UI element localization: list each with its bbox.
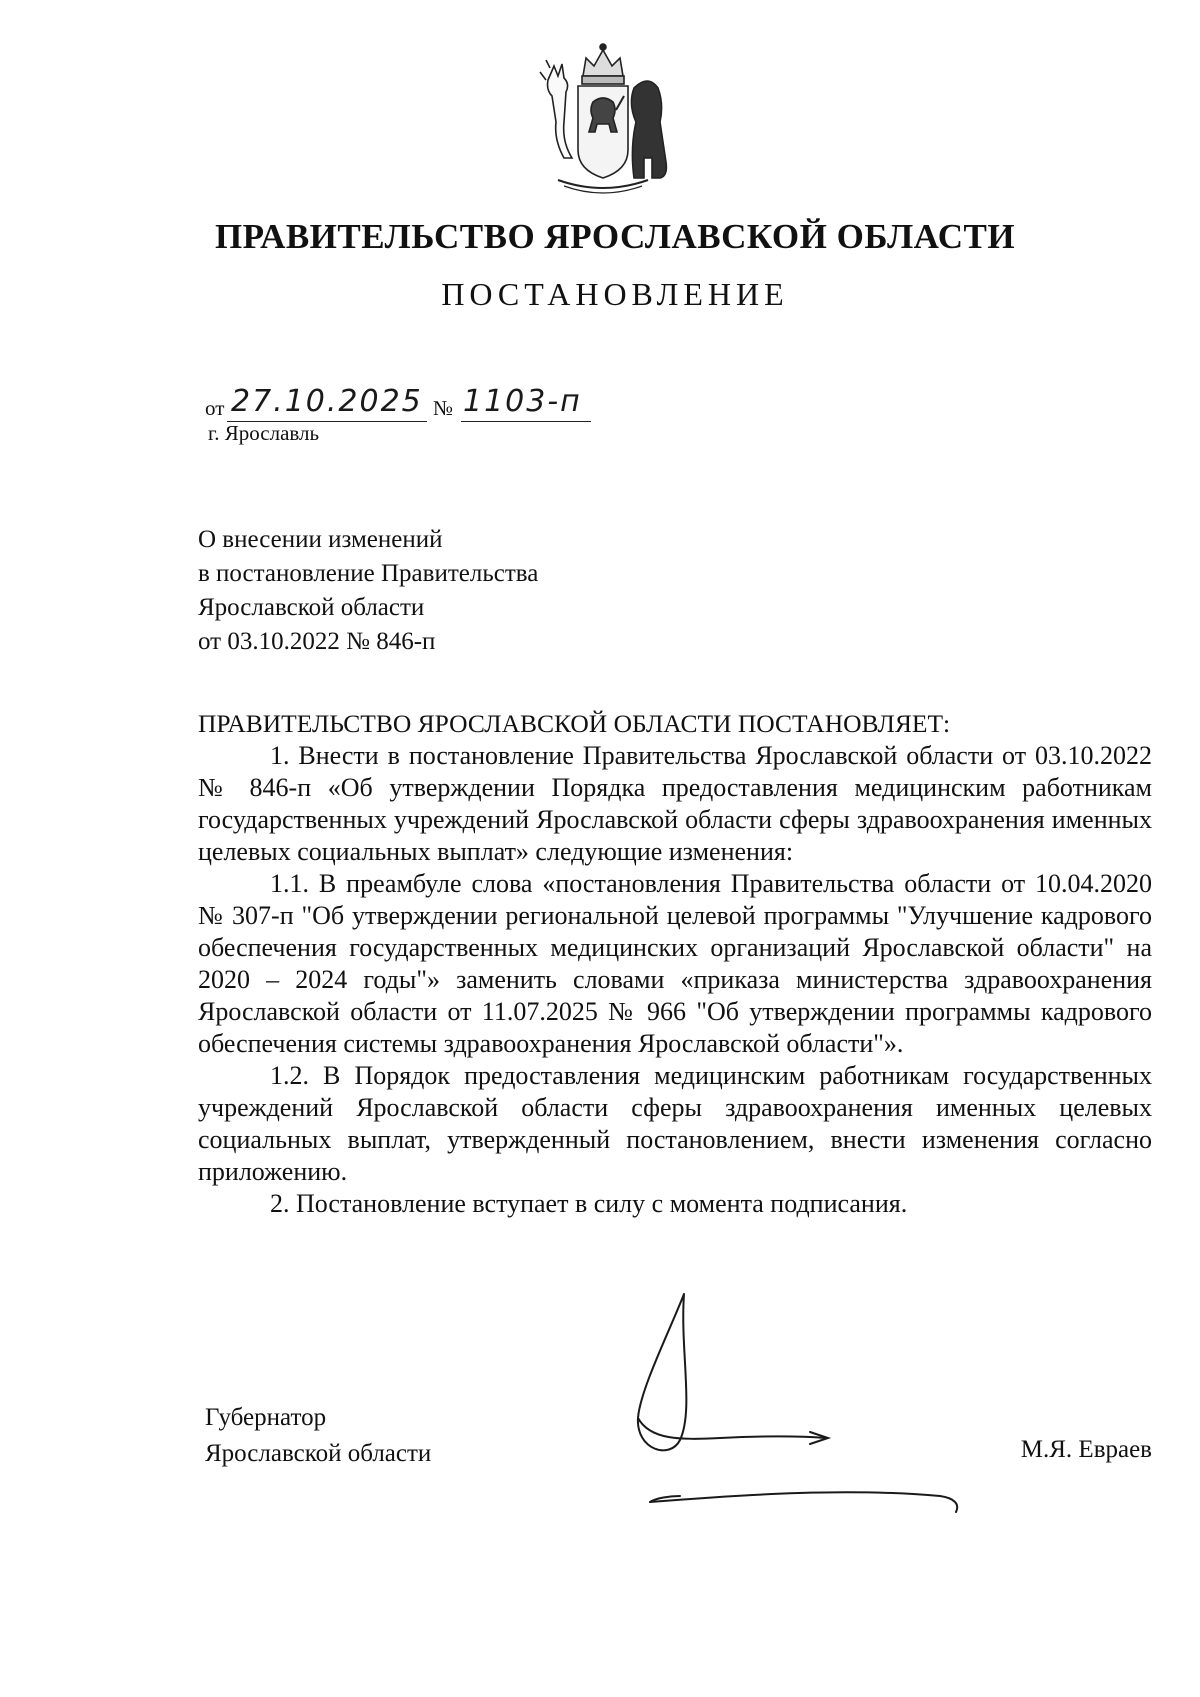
- date-prefix: от: [205, 396, 225, 420]
- paragraph-1-2: 1.2. В Порядок предоставления медицинским работникам государственных учреждений Ярославской области сферы здравоохранения именных целевых социальных выплат, утвержденный постановлением, внести изменения согласно приложению.: [198, 1061, 1152, 1186]
- subject-line: О внесении изменений: [198, 526, 443, 553]
- position-line: Ярославской области: [205, 1440, 432, 1467]
- handwritten-signature-icon: [610, 1290, 1000, 1530]
- coat-of-arms-icon: [538, 40, 668, 198]
- document-body: [198, 708, 1152, 1220]
- signatory-name: М.Я. Евраев: [1020, 1436, 1152, 1463]
- document-subject: [198, 523, 538, 659]
- document-type: ПОСТАНОВЛЕНИЕ: [441, 276, 789, 312]
- organization-title: ПРАВИТЕЛЬСТВО ЯРОСЛАВСКОЙ ОБЛАСТИ: [214, 217, 1016, 256]
- document-date: 27.10.2025: [231, 384, 423, 419]
- document-number: 1103-п: [463, 384, 582, 419]
- paragraph-1-1: 1.1. В преамбуле слова «постановления Правительства области от 10.04.2020 № 307-п "Об утверждении региональной целевой программы "Улучшение кадрового обеспечения государственных медицинских организаций Ярославской области" на 2020 – 2024 годы"» заменить словами «приказа министерства здравоохранения Ярославской области от 11.07.2025 № 966 "Об утверждении программы кадрового обеспечения системы здравоохранения Ярославской области"».: [198, 869, 1152, 1058]
- position-line: Губернатор: [205, 1404, 327, 1431]
- paragraph-2: 2. Постановление вступает в силу с момента подписания.: [270, 1189, 908, 1218]
- number-prefix: №: [433, 396, 454, 420]
- resolution-lead: ПРАВИТЕЛЬСТВО ЯРОСЛАВСКОЙ ОБЛАСТИ ПОСТАНОВЛЯЕТ:: [198, 709, 951, 738]
- city: г. Ярославль: [208, 421, 320, 445]
- signatory-position: [205, 1400, 431, 1472]
- paragraph-1: 1. Внести в постановление Правительства Ярославской области от 03.10.2022 № 846-п «Об утверждении Порядка предоставления медицинским работникам государственных учреждений Ярославской области сферы здравоохранения именных целевых социальных выплат» следующие изменения:: [198, 741, 1152, 866]
- subject-line: от 03.10.2022 № 846-п: [198, 628, 436, 655]
- subject-line: в постановление Правительства: [198, 560, 539, 587]
- number-underline: [461, 421, 591, 422]
- subject-line: Ярославской области: [198, 594, 425, 621]
